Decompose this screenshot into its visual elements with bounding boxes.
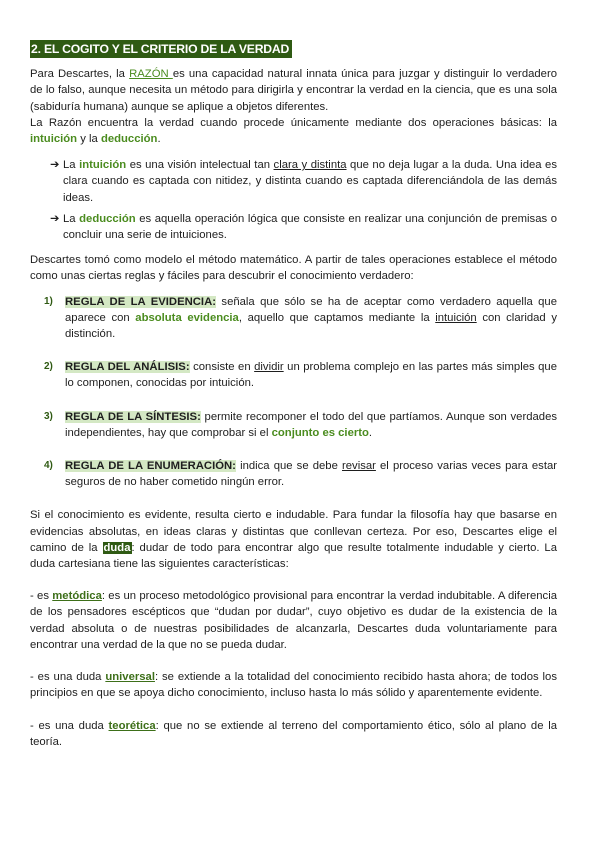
rule-title: REGLA DEL ANÁLISIS: <box>65 361 190 374</box>
doubt-paragraph: Si el conocimiento es evidente, resulta cierto e indudable. Para fundar la filosofía hay que basarse en evidencias absolutas, en ideas claras y distintas que conllevan certeza. Por eso, Descartes elige el camino de la duda: dudar de todo para encontrar algo que resulte totalmente indudable y cierto. La duda cartesiana tiene las siguientes características: <box>30 509 558 571</box>
feature-metodica: - es metódica: es un proceso metodológico provisional para encontrar la verdad indubitable. A diferencia de los pensadores escépticos que “dudan por dudar”, cuyo objetivo es dudar de la existencia de la verdad absoluta o de nuestras posibilidades de alcanzarla, Descartes duda voluntariamente para encontrar una verdad de la que no se pueda dudar. <box>30 590 557 651</box>
section-heading: 2. EL COGITO Y EL CRITERIO DE LA VERDAD <box>30 40 292 58</box>
duda-term: duda <box>103 541 131 554</box>
arrow-icon: ➔ <box>50 159 60 172</box>
rule-title: REGLA DE LA EVIDENCIA: <box>65 295 216 308</box>
feature-universal: - es una duda universal: se extiende a la totalidad del conocimiento recibido hasta ahora; de todos los principios en que se apoya dicho conocimiento, incluso hasta lo más sólido y aparentemente evidente. <box>30 671 557 700</box>
intro-paragraph: Para Descartes, la RAZÓN es una capacidad natural innata única para juzgar y distinguir lo verdadero de lo falso, aunque necesita un método para dirigirla y encontrar la verdad en la ciencia, que es una sola (sabiduría humana) aunque se aplique a objetos diferentes. La Razón encuentra la verdad cuando procede únicamente mediante dos operaciones básicas: la intuición y la deducción. <box>30 68 557 146</box>
deduccion-term: deducción <box>100 133 158 146</box>
document-page <box>30 40 557 750</box>
rule-title: REGLA DE LA SÍNTESIS: <box>65 410 201 423</box>
intuicion-term: intuición <box>30 133 78 146</box>
list-item: ➔ La intuición es una visión intelectual tan clara y distinta que no deja lugar a la duda. Una idea es clara cuando es captada con nitidez, y distinta cuando es captada diferenciándola de las demás ideas. <box>50 159 557 204</box>
arrow-icon: ➔ <box>50 212 60 225</box>
operations-list <box>50 157 557 243</box>
rule-analisis: 2) REGLA DEL ANÁLISIS: consiste en dividir un problema complejo en las partes más simples que lo componen, conocidas por intuición. <box>44 361 557 390</box>
rule-evidencia: 1) REGLA DE LA EVIDENCIA: señala que sólo se ha de aceptar como verdadero aquella que aparece con absoluta evidencia, aquello que captamos mediante la intuición con claridad y distinción. <box>44 295 557 341</box>
list-item: ➔ La deducción es aquella operación lógica que consiste en realizar una conjunción de premisas o concluir una serie de intuiciones. <box>50 212 557 242</box>
rule-title: REGLA DE LA ENUMERACIÓN: <box>65 460 236 473</box>
rules-list <box>44 294 557 491</box>
rule-enumeracion: 4) REGLA DE LA ENUMERACIÓN: indica que se debe revisar el proceso varias veces para estar seguros de no haber cometido ningún error. <box>44 460 557 489</box>
razon-term: RAZÓN <box>129 68 173 81</box>
method-paragraph: Descartes tomó como modelo el método matemático. A partir de tales operaciones establece el método como unas ciertas reglas y fáciles para descubrir el conocimiento verdadero: <box>30 254 557 283</box>
feature-teoretica: - es una duda teorética: que no se extiende al terreno del comportamiento ético, sólo al plano de la teoría. <box>30 719 557 748</box>
rule-sintesis: 3) REGLA DE LA SÍNTESIS: permite recomponer el todo del que partíamos. Aunque son verdades independientes, hay que comprobar si el conjunto es cierto. <box>44 410 558 439</box>
